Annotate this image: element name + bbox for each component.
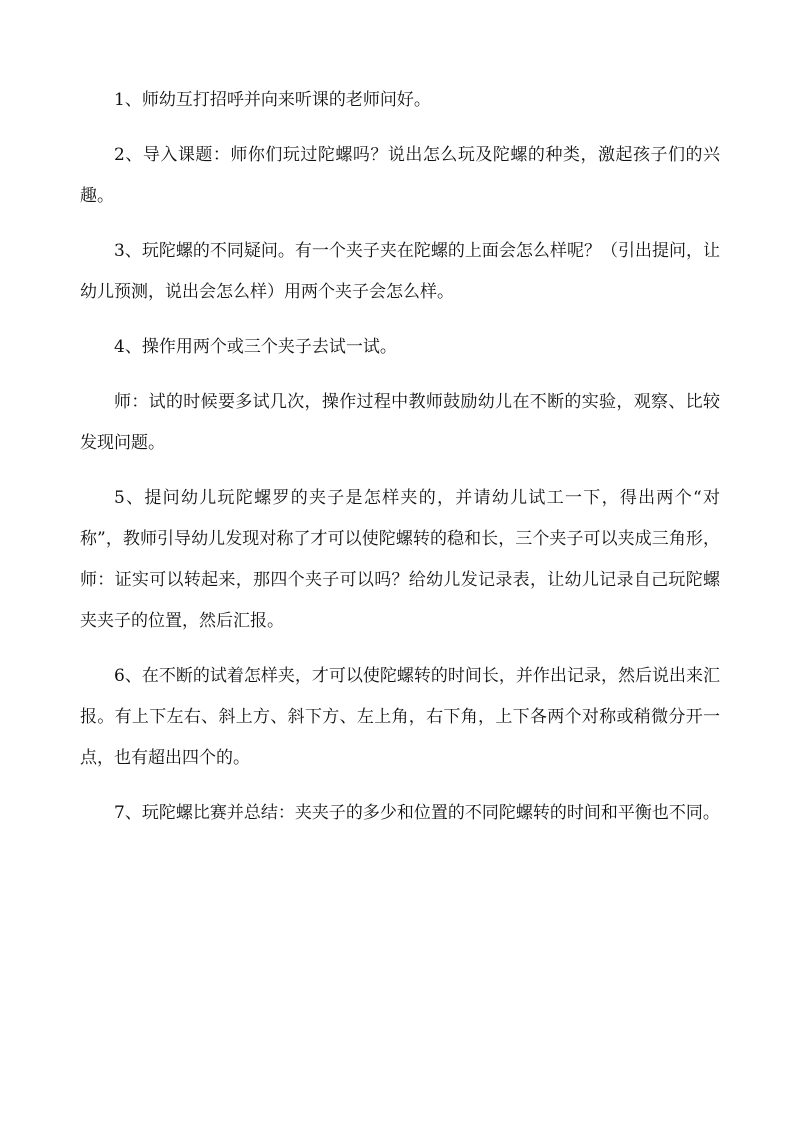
paragraph-step-6: 6、在不断的试着怎样夹，才可以使陀螺转的时间长，并作出记录，然后说出来汇报。有上下左右、斜上方、斜下方、左上角，右下角，上下各两个对称或稍微分开一点，也有超出四个的。 [80, 666, 720, 768]
document-page [80, 80, 720, 848]
paragraph-step-3: 3、玩陀螺的不同疑问。有一个夹子夹在陀螺的上面会怎么样呢？（引出提问，让幼儿预测，说出会怎么样）用两个夹子会怎么样。 [80, 241, 720, 302]
paragraph-step-2: 2、导入课题：师你们玩过陀螺吗？说出怎么玩及陀螺的种类，激起孩子们的兴趣。 [80, 145, 720, 206]
paragraph-step-4: 4、操作用两个或三个夹子去试一试。 [114, 337, 397, 357]
paragraph-step-1: 1、师幼互打招呼并向来听课的老师问好。 [114, 90, 431, 110]
paragraph-step-5: 5、提问幼儿玩陀螺罗的夹子是怎样夹的，并请幼儿试工一下，得出两个“对称”，教师引导幼儿发现对称了才可以使陀螺转的稳和长，三个夹子可以夹成三角形，师：证实可以转起来，那四个夹子可以吗？给幼儿发记录表，让幼儿记录自己玩陀螺夹夹子的位置，然后汇报。 [80, 488, 720, 631]
paragraph-step-7: 7、玩陀螺比赛并总结：夹夹子的多少和位置的不同陀螺转的时间和平衡也不同。 [114, 803, 720, 823]
paragraph-teacher-note: 师：试的时候要多试几次，操作过程中教师鼓励幼儿在不断的实验，观察、比较发现问题。 [80, 392, 720, 453]
